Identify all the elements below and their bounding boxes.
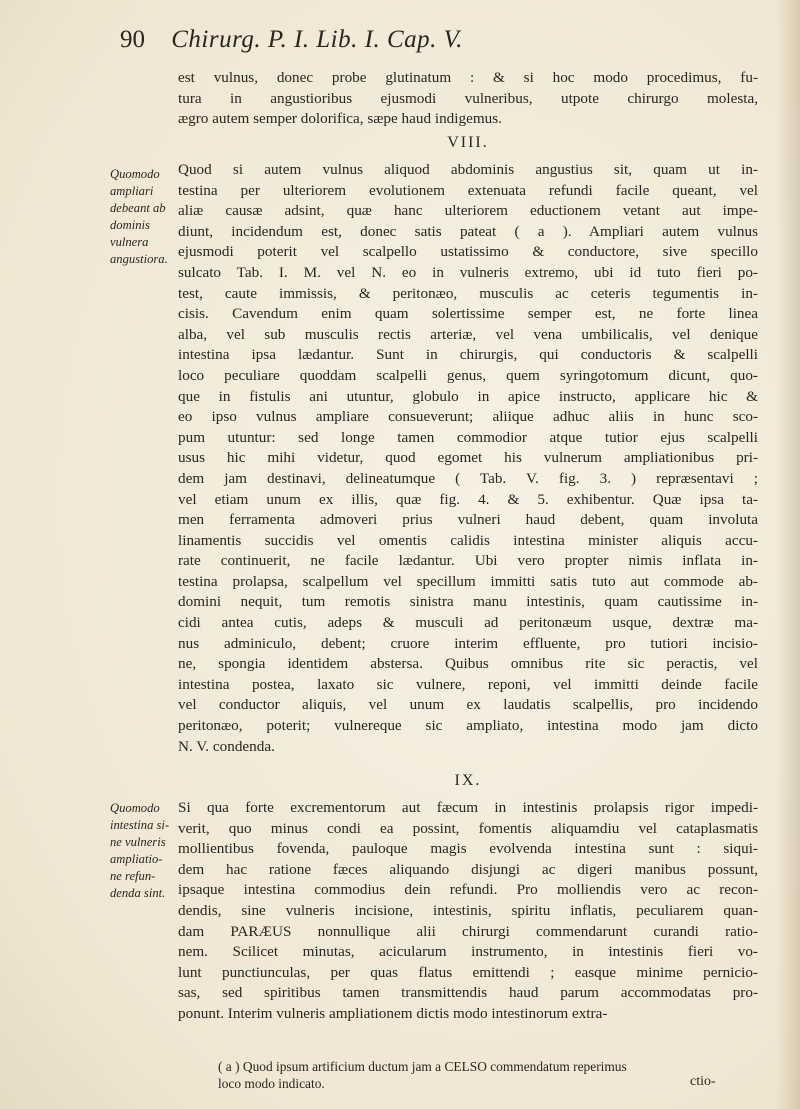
footnote: ( a ) Quod ipsum artificium ductum jam a CELSO commendatum reperimus loco modo indicato. (218, 1059, 627, 1091)
text-line: cisis. Cavendum enim quam solertissime semper est, ne forte linea (178, 305, 758, 323)
text-line: tura in angustioribus ejusmodi vulneribus, utpote chirurgo molesta, (178, 89, 758, 107)
text-line: ægro autem semper dolorifica, sæpe haud indigemus. (178, 110, 502, 128)
text-line: cidi antea cutis, adeps & musculi ad peritonæum usque, dextræ ma- (178, 614, 758, 632)
text-line: sulcato Tab. I. M. vel N. eo in vulneris extremo, ubi id tuto fieri po- (178, 263, 758, 281)
text-line: peritonæo, poterit; vulnereque sic ampliato, intestina modo jam dicto (178, 717, 758, 735)
text-line: men ferramenta admoveri prius vulneri haud debent, quam involuta (178, 511, 758, 529)
text-line: pum utuntur: sed longe tamen commodior atque tutior ejus scalpelli (178, 428, 758, 446)
text-line: N. V. condenda. (178, 737, 275, 755)
text-line: dendis, sine vulneris incisione, intestinis, spiritu inflatis, peculiarem quan- (178, 901, 758, 919)
text-line: Quod si autem vulnus aliquod abdominis angustius sit, quam ut in- (178, 161, 758, 178)
text-line: ejusmodi poterit vel scalpello ustatissimo & conductore, sive specillo (178, 243, 758, 261)
text-line: vel etiam unum ex illis, quæ fig. 4. & 5. exhibentur. Quæ ipsa ta- (178, 490, 758, 508)
section-number-8: VIII. (447, 134, 489, 151)
text-line: ipsaque intestina commodius dein refundi. Pro molliendis vero ac recon- (178, 881, 758, 899)
text-line: testina per ulteriorem evolutionem extenuata refundi facile queant, vel (178, 181, 758, 199)
text-line: nem. Scilicet minutas, acicularum instrumento, in intestinis fieri vo- (178, 943, 758, 961)
text-line: testina prolapsa, scalpellum vel specillum immitti satis tuto aut commode ab- (178, 572, 758, 590)
text-line: linamentis succidis vel omentis calidis intestina minister aliquis accu- (178, 531, 758, 549)
text-line: dem jam destinavi, delineatumque ( Tab. V. fig. 3. ) repræsentavi ; (178, 469, 758, 487)
section-number-9: IX. (454, 772, 482, 789)
text-line: vel conductor aliquis, vel unum ex laudatis scalpellis, pro incidendo (178, 696, 758, 714)
text-line: alba, vel sub musculis rectis arteriæ, vel vena umbilicalis, vel denique (178, 325, 758, 343)
margin-note-8: Quomodo ampliari debeant ab dominis vulnera angustiora. (110, 167, 168, 266)
section-9-paragraph (178, 798, 758, 1025)
text-line: est vulnus, donec probe glutinatum : & si hoc modo procedimus, fu- (178, 69, 758, 86)
text-line: intestina postea, laxato sic vulnere, reponi, vel immitti deinde facile (178, 675, 758, 693)
margin-note-9: Quomodo intestina si- ne vulneris ampliatio- ne refun- denda sint. (110, 801, 170, 900)
text-line: sas, sed spiritibus tamen transmittendis haud parum accommodatas pro- (178, 984, 758, 1002)
page-number: 90 (120, 26, 145, 53)
text-line: diunt, incidendum est, donec satis pateat ( a ). Ampliari autem vulnus (178, 222, 758, 240)
text-line: que in fistulis ani utuntur, globulo in apice instructo, applicare hic & (178, 387, 758, 405)
catchword: ctio- (690, 1074, 716, 1089)
text-line: intestina ipsa lædantur. Sunt in chirurgis, qui conductoris & scalpelli (178, 346, 758, 364)
text-line: lunt punctiunculas, per quas flatus emittendi ; easque minime pernicio- (178, 963, 758, 981)
text-line: usus hic mihi videtur, quod egomet his vulnerum ampliationibus pri- (178, 449, 758, 467)
text-line: eo ipso vulnus ampliare consueverunt; aliique adhuc aliis in hunc sco- (178, 408, 758, 426)
text-line: aliæ causæ adsint, quæ hanc ulteriorem eductionem vetant aut impe- (178, 202, 758, 220)
text-line: verit, quo minus condi ea possint, fomentis aliquamdiu vel cataplasmatis (178, 819, 758, 837)
text-line: loco peculiare quoddam scalpelli genus, quem syringotomum dicunt, quo- (178, 366, 758, 384)
page-header (120, 26, 760, 58)
text-line: test, caute immissis, & peritonæo, musculis ac ceteris tegumentis in- (178, 284, 758, 302)
text-line: domini nequit, tum remotis sinistra manu intestinis, quam cautissime in- (178, 593, 758, 611)
page-edge-shadow (776, 0, 800, 1109)
text-line: nus adminiculo, debent; cruore interim effluente, pro tutiori incisio- (178, 634, 758, 652)
section-8-paragraph (178, 160, 758, 757)
text-line: dam PARÆUS nonnullique alii chirurgi commendarunt curandi ratio- (178, 922, 758, 940)
text-line: ponunt. Interim vulneris ampliationem dictis modo intestinorum extra- (178, 1004, 608, 1022)
running-title: Chirurg. P. I. Lib. I. Cap. V. (171, 26, 463, 53)
text-line: mollientibus fovenda, pauloque magis evolvenda intestina sunt : siqui- (178, 840, 758, 858)
text-line: ne, spongia identidem abstersa. Quibus omnibus rite sic peractis, vel (178, 655, 758, 673)
text-line: dem hac ratione fæces aliquando disjungi ac digeri manibus possunt, (178, 860, 758, 878)
text-line: Si qua forte excrementorum aut fæcum in intestinis prolapsis rigor impedi- (178, 799, 758, 816)
top-paragraph (178, 68, 758, 130)
text-line: rate continuerit, ne facile lædantur. Ubi vero propter nimis inflata in- (178, 552, 758, 570)
